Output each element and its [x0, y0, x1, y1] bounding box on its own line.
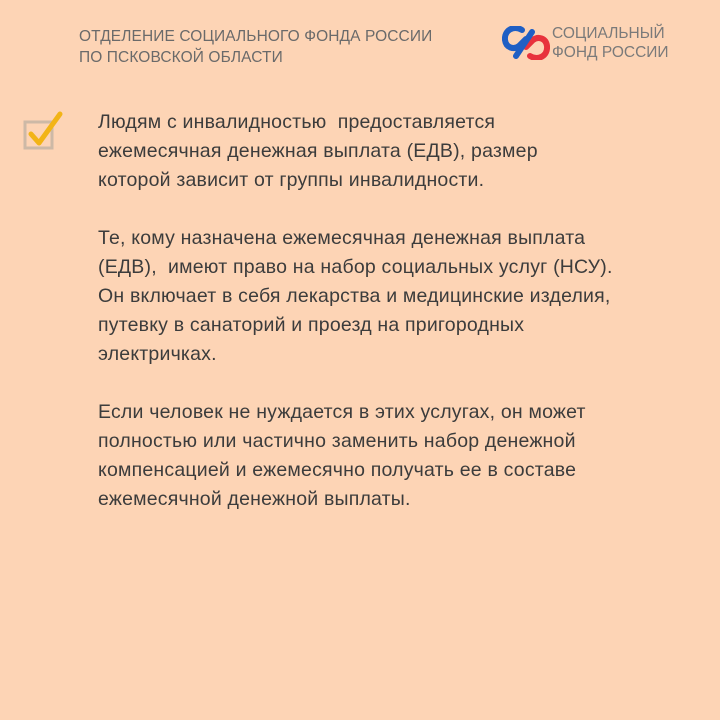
text-line: компенсацией и ежемесячно получать ее в составе: [98, 459, 577, 481]
paragraph-nsu: [98, 224, 698, 369]
text-line: электричках.: [98, 343, 217, 365]
text-line: полностью или частично заменить набор денежной: [98, 430, 576, 452]
org-header-line2: ПО ПСКОВСКОЙ ОБЛАСТИ: [79, 49, 283, 66]
org-header-title: [79, 26, 479, 68]
paragraph-edv: [98, 108, 698, 195]
text-line: Если человек не нуждается в этих услугах, он может: [98, 401, 586, 423]
checkbox-checked-icon: [22, 110, 66, 154]
text-line: которой зависит от группы инвалидности.: [98, 169, 485, 191]
text-line: ежемесячной денежной выплаты.: [98, 488, 411, 510]
text-line: (ЕДВ), имеют право на набор социальных услуг (НСУ).: [98, 256, 613, 278]
main-text: [98, 108, 698, 543]
text-line: Он включает в себя лекарства и медицинские изделия,: [98, 285, 611, 307]
sfr-logo-icon: [502, 26, 550, 60]
sfr-logo-text: [552, 24, 669, 62]
org-header-line1: ОТДЕЛЕНИЕ СОЦИАЛЬНОГО ФОНДА РОССИИ: [79, 28, 433, 45]
text-line: путевку в санаторий и проезд на пригородных: [98, 314, 525, 336]
text-line: Людям с инвалидностью предоставляется: [98, 111, 496, 133]
sfr-logo-line2: ФОНД РОССИИ: [552, 44, 669, 61]
paragraph-compensation: [98, 398, 698, 514]
text-line: Те, кому назначена ежемесячная денежная выплата: [98, 227, 586, 249]
text-line: ежемесячная денежная выплата (ЕДВ), размер: [98, 140, 538, 162]
sfr-logo: [502, 24, 702, 64]
sfr-logo-line1: СОЦИАЛЬНЫЙ: [552, 25, 665, 42]
